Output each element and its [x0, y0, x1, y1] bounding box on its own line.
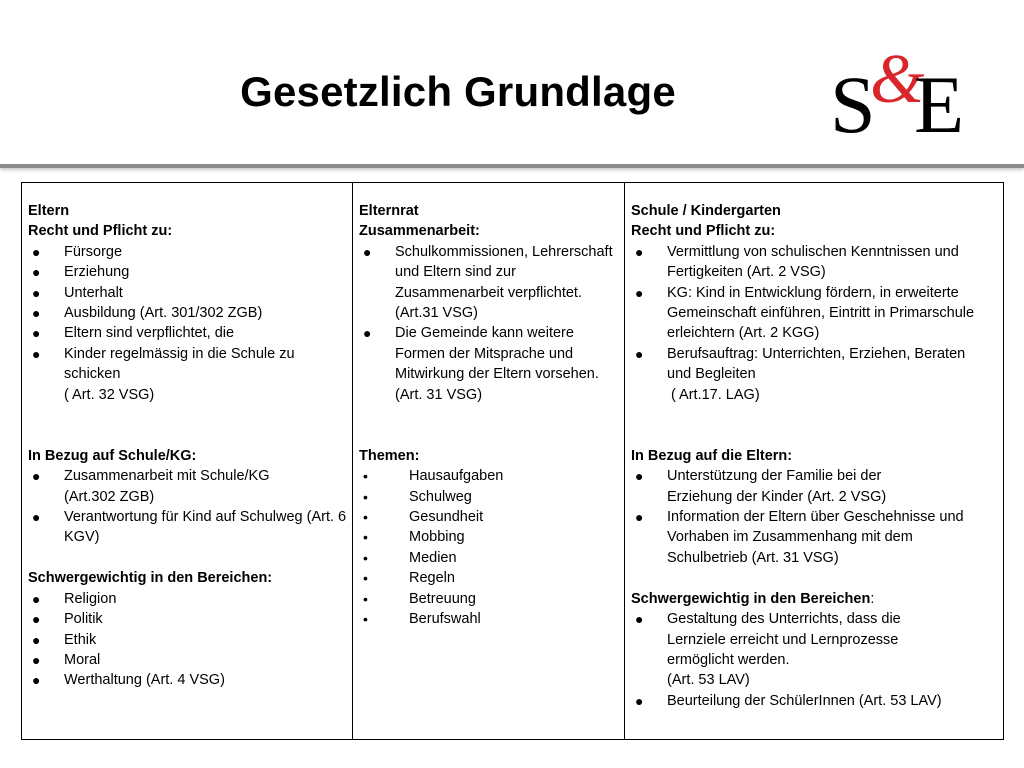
law-reference: ( Art. 32 VSG): [64, 386, 155, 403]
list-item: ● Ausbildung (Art. 301/302 ZGB): [32, 305, 263, 322]
logo-graphic: [828, 40, 978, 144]
page-title: Gesetzlich Grundlage: [240, 68, 676, 115]
list-item: ● Information der Eltern über Geschehnisse und Vorhaben im Zusammenhang mit dem Schulbetrieb (Art. 31 VSG): [635, 509, 964, 566]
list-item: ● Religion: [32, 590, 117, 607]
list-item: ● Die Gemeinde kann weitere Formen der Mitsprache und Mitwirkung der Eltern vorsehen. (Art. 31 VSG): [363, 325, 599, 403]
list-item: ● Politik: [32, 611, 103, 628]
list-item: ● Gestaltung des Unterrichts, dass die Lernziele erreicht und Lernprozesse ermöglicht werden. (Art. 53 LAV): [635, 611, 901, 689]
list-item: • Schulweg: [363, 488, 472, 505]
list-item: ● Werthaltung (Art. 4 VSG): [32, 672, 225, 689]
list-item: ● Vermittlung von schulischen Kenntnissen und Fertigkeiten (Art. 2 VSG): [635, 243, 959, 281]
section-heading: In Bezug auf Schule/KG:: [28, 447, 197, 464]
section-heading: Schwergewichtig in den Bereichen:: [631, 590, 875, 607]
content-table: [21, 182, 1004, 740]
section-heading: Themen:: [359, 447, 420, 464]
list-item: ● Unterstützung der Familie bei der Erziehung der Kinder (Art. 2 VSG): [635, 468, 887, 505]
logo: [828, 40, 978, 144]
list-item: ● Fürsorge: [32, 243, 123, 260]
schule-duties-list: [631, 242, 997, 385]
list-item: • Regeln: [363, 570, 455, 587]
list-item: ● Eltern sind verpflichtet, die: [32, 325, 235, 342]
logo-letter-e: E: [914, 59, 965, 144]
column-subheading: Recht und Pflicht zu:: [631, 223, 776, 240]
logo-letter-s: S: [830, 59, 876, 144]
list-item: • Berufswahl: [363, 611, 481, 628]
column-heading: Eltern: [28, 203, 70, 219]
eltern-duties-list: [28, 242, 346, 385]
list-item: ● Beurteilung der SchülerInnen (Art. 53 LAV): [635, 692, 942, 709]
list-item: • Medien: [363, 549, 457, 566]
column-schule: [624, 183, 1003, 739]
column-subheading: Recht und Pflicht zu:: [28, 223, 173, 240]
column-eltern: [22, 183, 352, 739]
list-item: ● Ethik: [32, 631, 97, 648]
column-heading: Schule / Kindergarten: [631, 203, 781, 219]
column-heading: Elternrat: [359, 203, 419, 219]
section-heading: Schwergewichtig in den Bereichen:: [28, 570, 273, 587]
column-subheading: Zusammenarbeit:: [359, 223, 480, 240]
list-item: • Gesundheit: [363, 509, 484, 526]
list-item: ● Schulkommissionen, Lehrerschaft und Eltern sind zur Zusammenarbeit verpflichtet. (Art.31 VSG): [363, 243, 613, 322]
law-reference: ( Art.17. LAG): [671, 386, 760, 403]
list-item: • Hausaufgaben: [363, 468, 504, 485]
eltern-areas-list: [28, 589, 346, 691]
section-heading: In Bezug auf die Eltern:: [631, 447, 793, 464]
list-item: ● Berufsauftrag: Unterrichten, Erziehen, Beraten und Begleiten: [635, 345, 966, 383]
list-item: ● Erziehung: [32, 264, 130, 281]
list-item: ● Kinder regelmässig in die Schule zu schicken: [32, 345, 295, 383]
schule-parents-list: [631, 466, 997, 568]
schule-areas-list: [631, 609, 997, 711]
logo-ampersand: &: [870, 41, 925, 118]
list-item: • Mobbing: [363, 529, 465, 546]
list-item: • Betreuung: [363, 590, 476, 607]
list-item: ● Zusammenarbeit mit Schule/KG (Art.302 ZGB): [32, 468, 270, 505]
list-item: ● KG: Kind in Entwicklung fördern, in erweiterte Gemeinschaft einführen, Eintritt in Primarschule erleichtern (Art. 2 KGG): [635, 284, 975, 342]
eltern-school-list: [28, 466, 346, 548]
column-elternrat: [352, 183, 624, 739]
list-item: ● Verantwortung für Kind auf Schulweg (Art. 6 KGV): [32, 509, 347, 546]
elternrat-topics-list: [359, 466, 618, 629]
list-item: ● Moral: [32, 651, 101, 668]
list-item: ● Unterhalt: [32, 284, 123, 301]
header-divider: [0, 164, 1024, 168]
elternrat-cooperation-list: [359, 242, 618, 405]
